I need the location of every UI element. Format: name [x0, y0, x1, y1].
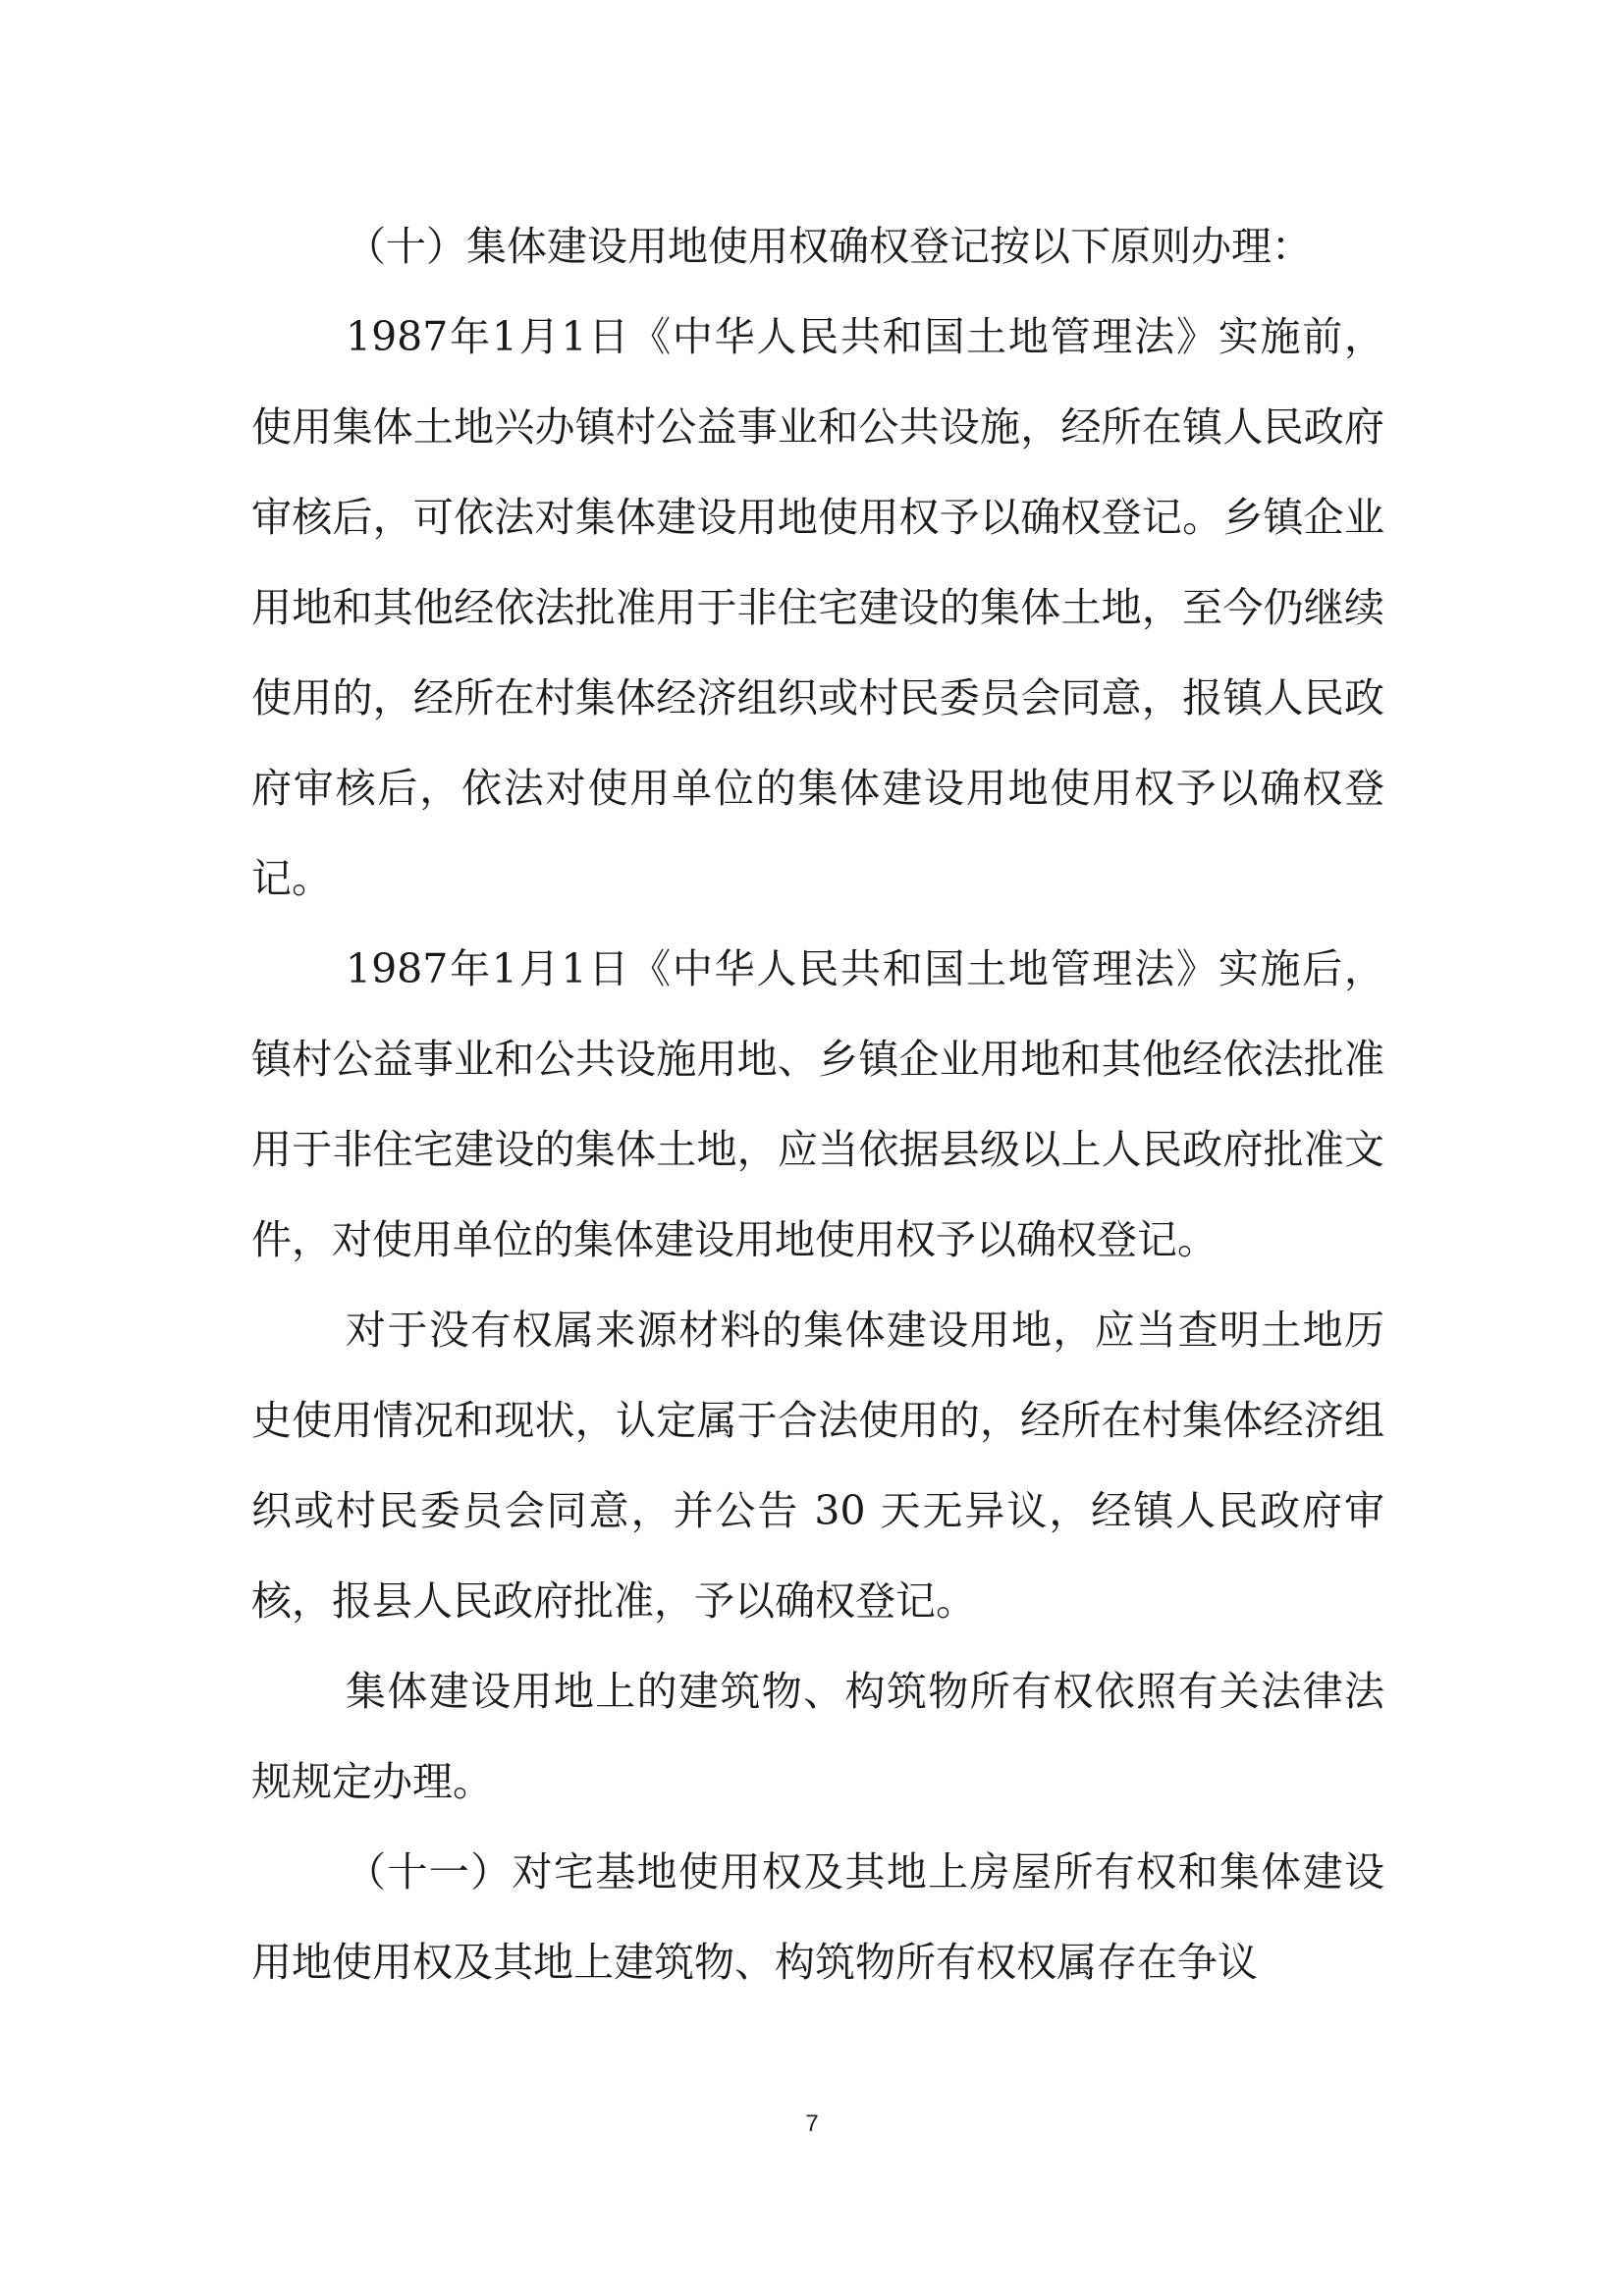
page-number: 7 — [805, 2110, 819, 2137]
paragraph-buildings-ownership: 集体建设用地上的建筑物、构筑物所有权依照有关法律法规规定办理。 — [251, 1668, 1384, 1805]
paragraph-after-1987: 1987年1月1日《中华人民共和国土地管理法》实施后，镇村公益事业和公共设施用地、乡镇企业用地和其他经依法批准用于非住宅建设的集体土地，应当依据县级以上人民政府批准文件，对使用单位的集体建设用地使用权予以确权登记。 — [251, 945, 1384, 1263]
paragraph-no-source-materials: 对于没有权属来源材料的集体建设用地，应当查明土地历史使用情况和现状，认定属于合法使用的，经所在村集体经济组织或村民委员会同意，并公告 30 天无异议，经镇人民政府审核，报县人民政府批准，予以确权登记。 — [251, 1307, 1384, 1625]
paragraph-section-11-disputes: （十一）对宅基地使用权及其地上房屋所有权和集体建设用地使用权及其地上建筑物、构筑物所有权权属存在争议 — [251, 1848, 1384, 1986]
document-body — [251, 201, 1384, 2007]
paragraph-section-10-heading: （十）集体建设用地使用权确权登记按以下原则办理： — [346, 223, 1312, 270]
paragraph-before-1987: 1987年1月1日《中华人民共和国土地管理法》实施前，使用集体土地兴办镇村公益事业和公共设施，经所在镇人民政府审核后，可依法对集体建设用地使用权予以确权登记。乡镇企业用地和其他经依法批准用于非住宅建设的集体土地，至今仍继续使用的，经所在村集体经济组织或村民委员会同意，报镇人民政府审核后，依法对使用单位的集体建设用地使用权予以确权登记。 — [251, 313, 1384, 902]
